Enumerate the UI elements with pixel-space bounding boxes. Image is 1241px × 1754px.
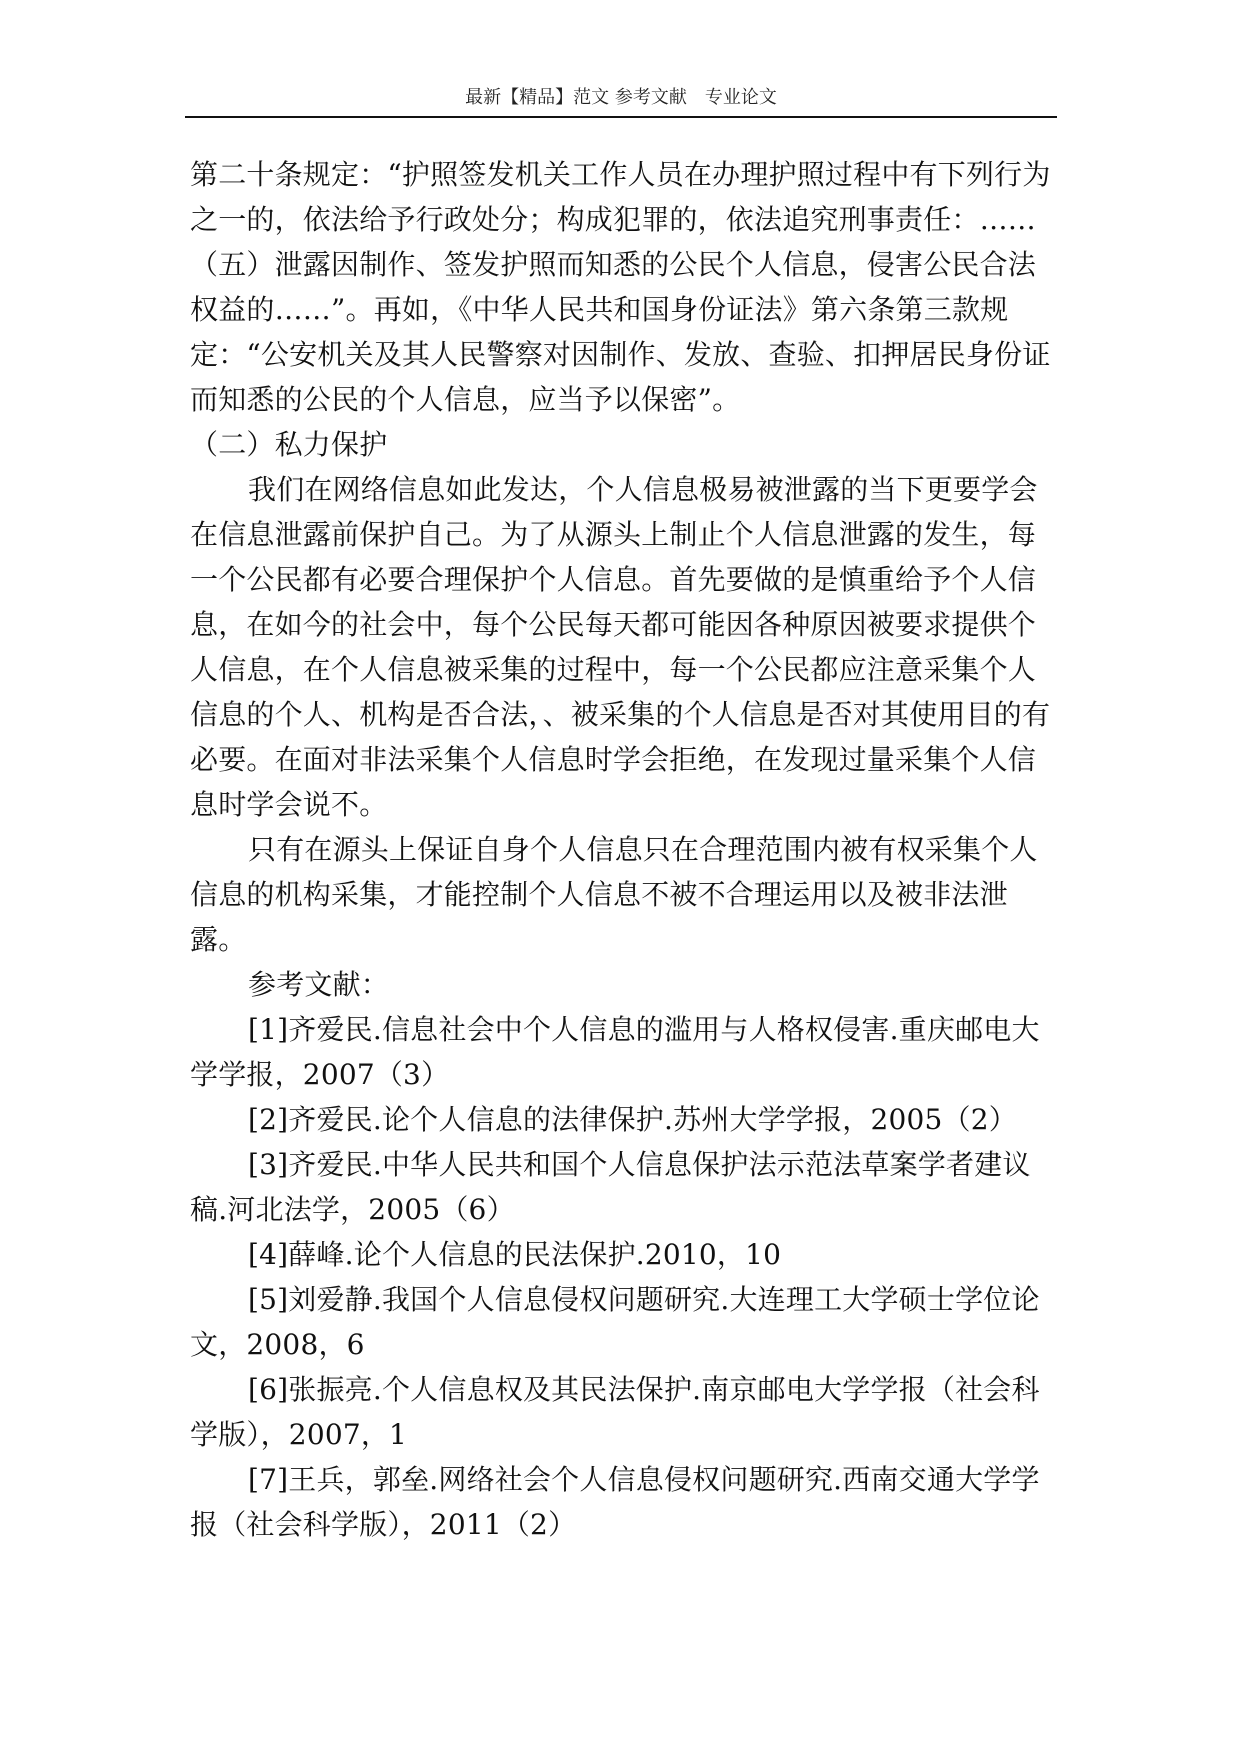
paragraph: 我们在网络信息如此发达，个人信息极易被泄露的当下更要学会在信息泄露前保护自己。为了从源头上制止个人信息泄露的发生，每一个公民都有必要合理保护个人信息。首先要做的是慎重给予个人信息，在如今的社会中，每个公民每天都可能因各种原因被要求提供个人信息，在个人信息被采集的过程中，每一个公民都应注意采集个人信息的个人、机构是否合法，、被采集的个人信息是否对其使用目的有必要。在面对非法采集个人信息时学会拒绝，在发现过量采集个人信息时学会说不。: [190, 473, 1051, 821]
reference-item: [7]王兵，郭垒.网络社会个人信息侵权问题研究.西南交通大学学报（社会科学版），2011（2）: [190, 1463, 1040, 1541]
reference-item: [6]张振亮.个人信息权及其民法保护.南京邮电大学学报（社会科学版），2007，1: [190, 1373, 1040, 1451]
reference-item: [3]齐爱民.中华人民共和国个人信息保护法示范法草案学者建议稿.河北法学，2005（6）: [190, 1148, 1031, 1226]
page-header: 最新【精品】范文 参考文献 专业论文: [465, 87, 777, 108]
reference-item: [5]刘爱静.我国个人信息侵权问题研究.大连理工大学硕士学位论文，2008，6: [190, 1283, 1040, 1361]
reference-item: [1]齐爱民.信息社会中个人信息的滥用与人格权侵害.重庆邮电大学学报，2007（3）: [190, 1013, 1040, 1091]
reference-item: [2]齐爱民.论个人信息的法律保护.苏州大学学报，2005（2）: [248, 1103, 1017, 1136]
references-heading: 参考文献：: [248, 968, 390, 1001]
body-text: [190, 152, 1058, 1547]
paragraph-continuation: 第二十条规定：“护照签发机关工作人员在办理护照过程中有下列行为之一的，依法给予行政处分；构成犯罪的，依法追究刑事责任：……（五）泄露因制作、签发护照而知悉的公民个人信息，侵害公民合法权益的……”。再如，《中华人民共和国身份证法》第六条第三款规定：“公安机关及其人民警察对因制作、发放、查验、扣押居民身份证而知悉的公民的个人信息，应当予以保密”。: [190, 158, 1051, 416]
paragraph: 只有在源头上保证自身个人信息只在合理范围内被有权采集个人信息的机构采集，才能控制个人信息不被不合理运用以及被非法泄露。: [190, 833, 1038, 956]
header-divider: [185, 116, 1057, 118]
section-heading: （二）私力保护: [190, 428, 388, 461]
reference-item: [4]薛峰.论个人信息的民法保护.2010，10: [248, 1238, 782, 1271]
